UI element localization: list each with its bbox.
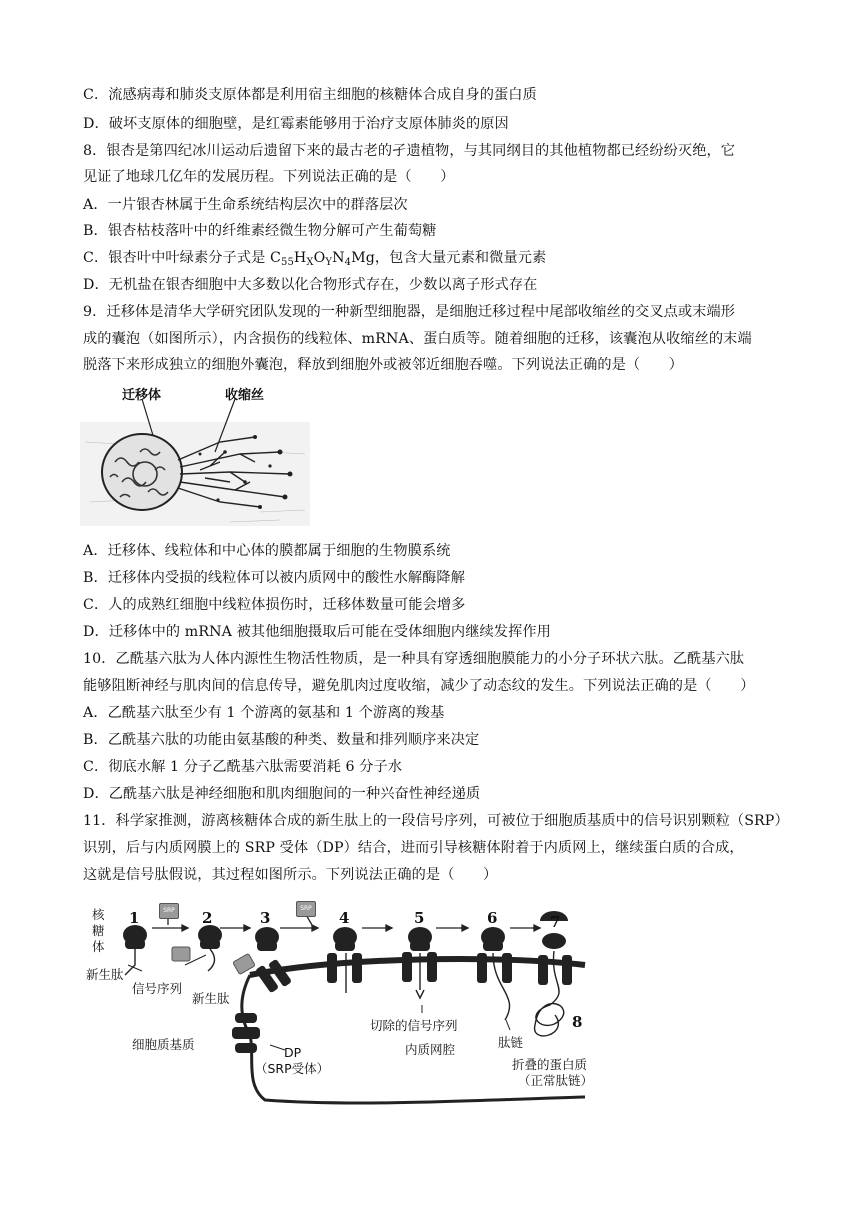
dp-label: DP xyxy=(284,1045,302,1060)
nascent-peptide-label: 新生肽 xyxy=(86,967,124,982)
q8-option-d: D．无机盐在银杏细胞中大多数以化合物形式存在，少数以离子形式存在 xyxy=(83,277,538,293)
step-6: 6 xyxy=(487,909,498,927)
q8-stem-line1: 8．银杏是第四纪冰川运动后遗留下来的最古老的孑遗植物，与其同纲目的其他植物都已经纷纷灭绝，它 xyxy=(83,143,736,159)
er-lumen-label: 内质网腔 xyxy=(405,1042,456,1057)
q10-stem-line1: 10．乙酰基六肽为人体内源性生物活性物质，是一种具有穿透细胞膜能力的小分子环状六肽。乙酰基六肽 xyxy=(83,651,745,667)
folded-protein-label: 折叠的蛋白质 xyxy=(512,1057,588,1072)
step-7: 7 xyxy=(550,913,561,931)
srp-tag-2: SRP xyxy=(296,901,316,917)
normal-chain-label: （正常肽链） xyxy=(518,1073,594,1088)
q9-stem-line2: 成的囊泡（如图所示），内含损伤的线粒体、mRNA、蛋白质等。随着细胞的迁移，该囊泡从收缩丝的末端 xyxy=(83,331,752,347)
srp-tag-1: SRP xyxy=(159,903,179,919)
q11-stem-line2: 识别，后与内质网膜上的 SRP 受体（DP）结合，进而引导核糖体附着于内质网上，继续蛋白质的合成， xyxy=(83,840,744,856)
q10-option-c: C．彻底水解 1 分子乙酰基六肽需要消耗 6 分子水 xyxy=(83,759,403,775)
retraction-fiber-label: 收缩丝 xyxy=(225,388,265,403)
q10-option-a: A．乙酰基六肽至少有 1 个游离的氨基和 1 个游离的羧基 xyxy=(83,705,445,721)
q8-option-c: C．银杏叶中叶绿素分子式是 $C_{55}H_XO_YN_4Mg$，包含大量元素和微量元素 xyxy=(83,250,547,268)
q10-stem-line2: 能够阻断神经与肌肉间的信息传导，避免肌肉过度收缩，减少了动态纹的发生。下列说法正确的是（ ） xyxy=(83,678,755,694)
step-4: 4 xyxy=(339,909,350,927)
step-2: 2 xyxy=(202,909,213,927)
step-3: 3 xyxy=(260,909,271,927)
peptide-chain-label: 肽链 xyxy=(498,1035,524,1050)
q9-option-b: B．迁移体内受损的线粒体可以被内质网中的酸性水解酶降解 xyxy=(83,570,466,586)
migrasome-figure xyxy=(80,382,310,528)
q10-option-d: D．乙酰基六肽是神经细胞和肌肉细胞间的一种兴奋性神经递质 xyxy=(83,786,481,802)
q11-stem-line1: 11．科学家推测，游离核糖体合成的新生肽上的一段信号序列，可被位于细胞质基质中的信号识别颗粒（SRP） xyxy=(83,813,789,829)
cytosol-label: 细胞质基质 xyxy=(132,1037,195,1052)
q8-option-b: B．银杏枯枝落叶中的纤维素经微生物分解可产生葡萄糖 xyxy=(83,223,437,239)
q9-option-c: C．人的成熟红细胞中线粒体损伤时，迁移体数量可能会增多 xyxy=(83,597,466,613)
nascent-peptide-label-2: 新生肽 xyxy=(192,991,230,1006)
q9-stem-line1: 9．迁移体是清华大学研究团队发现的一种新型细胞器，是细胞迁移过程中尾部收缩丝的交叉点或末端形 xyxy=(83,304,736,320)
q7-option-c: C．流感病毒和肺炎支原体都是利用宿主细胞的核糖体合成自身的蛋白质 xyxy=(83,87,537,103)
ribosome-label: 核糖体 xyxy=(92,907,105,954)
q9-stem-line3: 脱落下来形成独立的细胞外囊泡，释放到细胞外或被邻近细胞吞噬。下列说法正确的是（ ） xyxy=(83,357,684,373)
q10-option-b: B．乙酰基六肽的功能由氨基酸的种类、数量和排列顺序来决定 xyxy=(83,732,480,748)
migrasome-label: 迁移体 xyxy=(122,388,162,403)
q8-option-a: A．一片银杏林属于生命系统结构层次中的群落层次 xyxy=(83,197,408,213)
q9-option-a: A．迁移体、线粒体和中心体的膜都属于细胞的生物膜系统 xyxy=(83,543,451,559)
step-8: 8 xyxy=(572,1013,583,1031)
q9-option-d: D．迁移体中的 mRNA 被其他细胞摄取后可能在受体细胞内继续发挥作用 xyxy=(83,624,551,640)
dp-desc-label: （SRP受体） xyxy=(255,1061,330,1076)
q7-option-d: D．破坏支原体的细胞壁，是红霉素能够用于治疗支原体肺炎的原因 xyxy=(83,116,509,132)
signal-sequence-label: 信号序列 xyxy=(132,981,183,996)
step-5: 5 xyxy=(414,909,425,927)
cut-signal-label: 切除的信号序列 xyxy=(370,1018,458,1033)
signal-peptide-figure xyxy=(80,895,600,1110)
migrasome-drawing xyxy=(80,382,310,528)
step-1: 1 xyxy=(129,909,140,927)
q11-stem-line3: 这就是信号肽假说，其过程如图所示。下列说法正确的是（ ） xyxy=(83,867,498,883)
q8-stem-line2: 见证了地球几亿年的发展历程。下列说法正确的是（ ） xyxy=(83,169,455,185)
